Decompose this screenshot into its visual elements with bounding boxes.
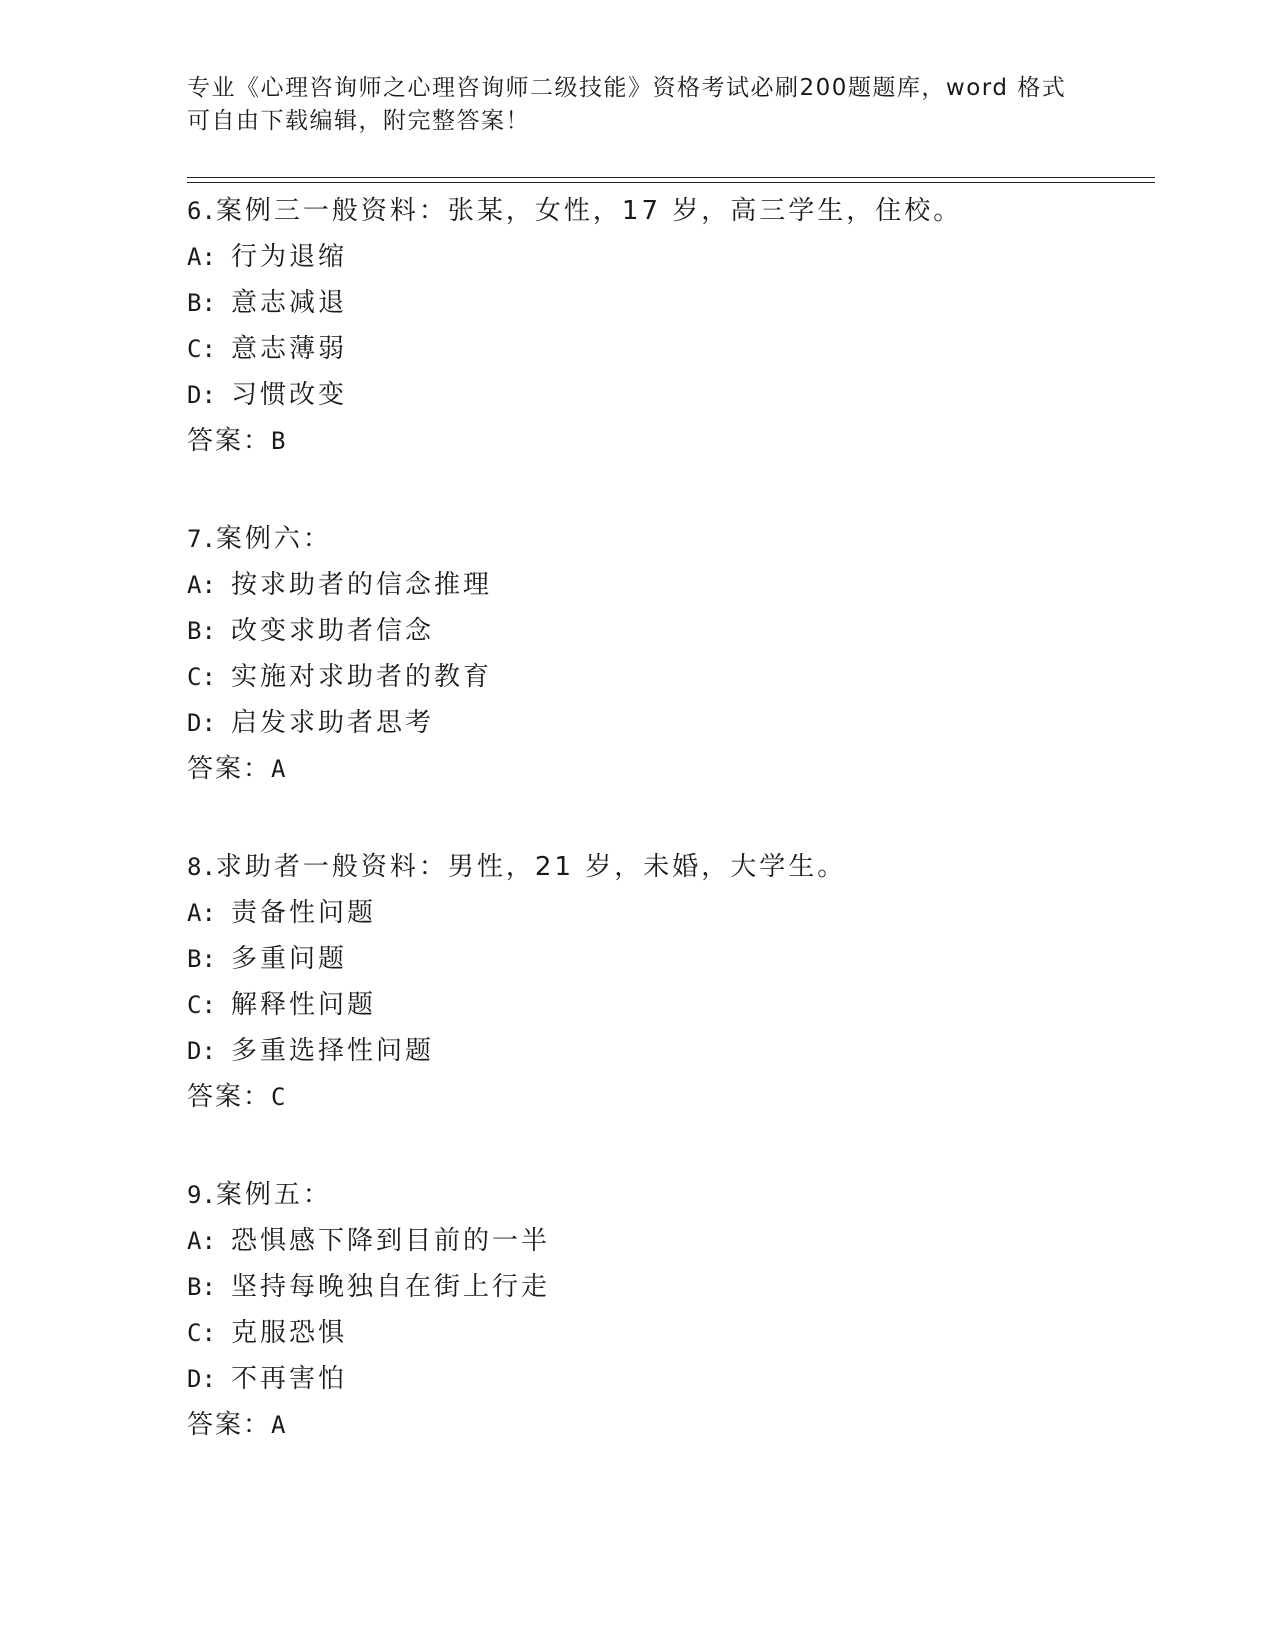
option-a	[187, 562, 1155, 608]
answer-value: A	[271, 1411, 289, 1439]
question-number: 9.	[187, 1181, 216, 1209]
option-b	[187, 1264, 1155, 1310]
answer-value: C	[271, 1083, 289, 1111]
header-title-line-2: 可自由下载编辑，附完整答案！	[187, 108, 530, 134]
option-letter: C:	[187, 991, 216, 1019]
option-a	[187, 890, 1155, 936]
question-8	[187, 844, 1155, 1120]
question-stem	[187, 1172, 1155, 1218]
option-text: 责备性问题	[231, 898, 377, 928]
option-c	[187, 326, 1155, 372]
option-letter: B:	[187, 289, 216, 317]
option-letter: A:	[187, 243, 216, 271]
question-number: 6.	[187, 197, 216, 225]
option-letter: B:	[187, 945, 216, 973]
option-letter: C:	[187, 1319, 216, 1347]
answer-line	[187, 746, 1155, 792]
option-letter: A:	[187, 899, 216, 927]
option-text: 启发求助者思考	[231, 708, 435, 738]
option-text: 意志减退	[231, 288, 348, 318]
question-stem	[187, 516, 1155, 562]
option-letter: D:	[187, 709, 216, 737]
answer-label: 答案：	[187, 426, 272, 456]
question-text: 案例五：	[215, 1180, 332, 1210]
option-text: 解释性问题	[231, 990, 377, 1020]
header-title-line-1: 专业《心理咨询师之心理咨询师二级技能》资格考试必刷200题题库，word 格式	[187, 75, 1067, 101]
document-header	[187, 72, 1087, 138]
question-stem	[187, 188, 1155, 234]
option-c	[187, 654, 1155, 700]
answer-label: 答案：	[187, 1082, 272, 1112]
option-a	[187, 234, 1155, 280]
option-text: 多重问题	[231, 944, 348, 974]
answer-label: 答案：	[187, 754, 272, 784]
question-6	[187, 188, 1155, 464]
option-text: 意志薄弱	[231, 334, 348, 364]
option-text: 恐惧感下降到目前的一半	[231, 1226, 551, 1256]
option-letter: B:	[187, 617, 216, 645]
answer-line	[187, 1402, 1155, 1448]
option-letter: A:	[187, 571, 216, 599]
question-text: 求助者一般资料：男性，21 岁，未婚，大学生。	[215, 852, 847, 882]
question-9	[187, 1172, 1155, 1448]
header-divider-bottom	[187, 182, 1155, 183]
option-letter: D:	[187, 1037, 216, 1065]
answer-label: 答案：	[187, 1410, 272, 1440]
option-d	[187, 700, 1155, 746]
question-stem	[187, 844, 1155, 890]
question-7	[187, 516, 1155, 792]
option-text: 改变求助者信念	[231, 616, 435, 646]
option-c	[187, 1310, 1155, 1356]
option-text: 习惯改变	[231, 380, 348, 410]
question-text: 案例六：	[215, 524, 332, 554]
option-letter: A:	[187, 1227, 216, 1255]
option-letter: C:	[187, 335, 216, 363]
option-letter: C:	[187, 663, 216, 691]
question-number: 7.	[187, 525, 216, 553]
option-c	[187, 982, 1155, 1028]
option-b	[187, 280, 1155, 326]
option-letter: D:	[187, 1365, 216, 1393]
option-letter: D:	[187, 381, 216, 409]
option-text: 不再害怕	[231, 1364, 348, 1394]
option-text: 行为退缩	[231, 242, 348, 272]
option-text: 多重选择性问题	[231, 1036, 435, 1066]
option-letter: B:	[187, 1273, 216, 1301]
option-text: 克服恐惧	[231, 1318, 348, 1348]
answer-value: B	[271, 427, 289, 455]
option-text: 实施对求助者的教育	[231, 662, 493, 692]
option-d	[187, 1028, 1155, 1074]
option-d	[187, 1356, 1155, 1402]
answer-line	[187, 418, 1155, 464]
question-list	[187, 188, 1155, 1500]
answer-value: A	[271, 755, 289, 783]
option-text: 按求助者的信念推理	[231, 570, 493, 600]
header-divider-top	[187, 177, 1155, 178]
option-b	[187, 936, 1155, 982]
question-number: 8.	[187, 853, 216, 881]
option-a	[187, 1218, 1155, 1264]
option-d	[187, 372, 1155, 418]
option-text: 坚持每晚独自在街上行走	[231, 1272, 551, 1302]
option-b	[187, 608, 1155, 654]
answer-line	[187, 1074, 1155, 1120]
question-text: 案例三一般资料：张某，女性，17 岁，高三学生，住校。	[215, 196, 963, 226]
